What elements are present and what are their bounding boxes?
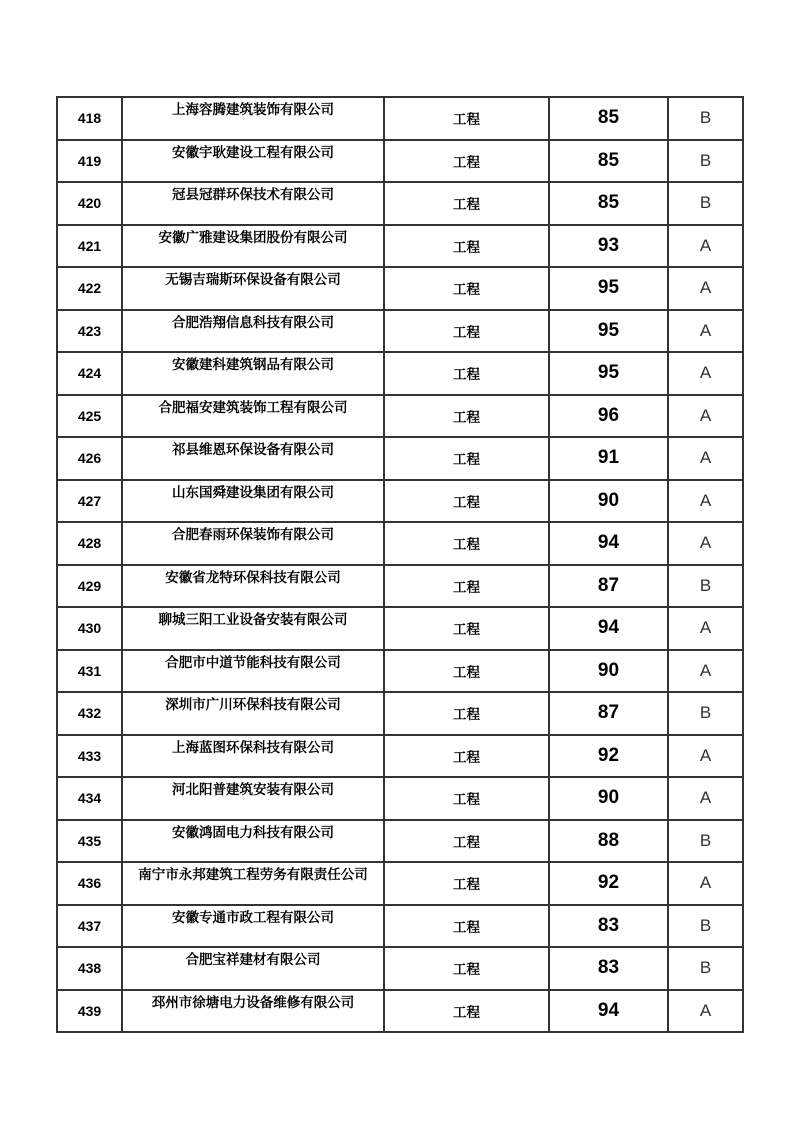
table-row: [57, 692, 743, 735]
grade-cell: B: [668, 947, 743, 990]
company-name-cell: 合肥福安建筑装饰工程有限公司: [122, 395, 384, 438]
company-name-cell: 安徽广雅建设集团股份有限公司: [122, 225, 384, 268]
table-row: [57, 310, 743, 353]
category-cell: 工程: [384, 905, 549, 948]
table-row: [57, 905, 743, 948]
row-number-cell: 418: [57, 97, 122, 140]
row-number-cell: 431: [57, 650, 122, 693]
row-number-cell: 433: [57, 735, 122, 778]
table-row: [57, 777, 743, 820]
row-number-cell: 426: [57, 437, 122, 480]
company-name-cell: 深圳市广川环保科技有限公司: [122, 692, 384, 735]
company-rating-table: [56, 96, 744, 1033]
score-cell: 96: [549, 395, 668, 438]
category-cell: 工程: [384, 820, 549, 863]
category-cell: 工程: [384, 140, 549, 183]
category-cell: 工程: [384, 522, 549, 565]
score-cell: 83: [549, 905, 668, 948]
row-number-cell: 434: [57, 777, 122, 820]
category-cell: 工程: [384, 650, 549, 693]
row-number-cell: 438: [57, 947, 122, 990]
grade-cell: B: [668, 97, 743, 140]
row-number-cell: 427: [57, 480, 122, 523]
score-cell: 95: [549, 352, 668, 395]
company-name-cell: 合肥春雨环保装饰有限公司: [122, 522, 384, 565]
score-cell: 91: [549, 437, 668, 480]
company-name-cell: 安徽宇耿建设工程有限公司: [122, 140, 384, 183]
company-name-cell: 安徽省龙特环保科技有限公司: [122, 565, 384, 608]
category-cell: 工程: [384, 225, 549, 268]
score-cell: 94: [549, 522, 668, 565]
company-name-cell: 聊城三阳工业设备安装有限公司: [122, 607, 384, 650]
row-number-cell: 437: [57, 905, 122, 948]
row-number-cell: 432: [57, 692, 122, 735]
grade-cell: B: [668, 905, 743, 948]
category-cell: 工程: [384, 395, 549, 438]
grade-cell: A: [668, 522, 743, 565]
grade-cell: A: [668, 735, 743, 778]
table-row: [57, 437, 743, 480]
score-cell: 83: [549, 947, 668, 990]
row-number-cell: 420: [57, 182, 122, 225]
company-name-cell: 合肥市中道节能科技有限公司: [122, 650, 384, 693]
score-cell: 87: [549, 692, 668, 735]
company-name-cell: 上海蓝图环保科技有限公司: [122, 735, 384, 778]
score-cell: 90: [549, 480, 668, 523]
grade-cell: A: [668, 395, 743, 438]
grade-cell: A: [668, 437, 743, 480]
table-row: [57, 225, 743, 268]
table-row: [57, 862, 743, 905]
grade-cell: B: [668, 140, 743, 183]
table-row: [57, 182, 743, 225]
grade-cell: A: [668, 352, 743, 395]
category-cell: 工程: [384, 565, 549, 608]
table-row: [57, 395, 743, 438]
category-cell: 工程: [384, 182, 549, 225]
table-row: [57, 97, 743, 140]
company-name-cell: 安徽专通市政工程有限公司: [122, 905, 384, 948]
category-cell: 工程: [384, 735, 549, 778]
score-cell: 85: [549, 182, 668, 225]
row-number-cell: 439: [57, 990, 122, 1033]
category-cell: 工程: [384, 862, 549, 905]
table-row: [57, 947, 743, 990]
row-number-cell: 435: [57, 820, 122, 863]
company-name-cell: 上海容腾建筑装饰有限公司: [122, 97, 384, 140]
score-cell: 87: [549, 565, 668, 608]
row-number-cell: 422: [57, 267, 122, 310]
company-name-cell: 冠县冠群环保技术有限公司: [122, 182, 384, 225]
grade-cell: A: [668, 777, 743, 820]
company-name-cell: 安徽建科建筑钢品有限公司: [122, 352, 384, 395]
row-number-cell: 436: [57, 862, 122, 905]
table-body: [57, 97, 743, 1032]
table-row: [57, 480, 743, 523]
grade-cell: A: [668, 480, 743, 523]
table-row: [57, 522, 743, 565]
category-cell: 工程: [384, 990, 549, 1033]
table-row: [57, 565, 743, 608]
score-cell: 85: [549, 97, 668, 140]
company-name-cell: 山东国舜建设集团有限公司: [122, 480, 384, 523]
table-row: [57, 267, 743, 310]
score-cell: 95: [549, 310, 668, 353]
row-number-cell: 428: [57, 522, 122, 565]
grade-cell: B: [668, 820, 743, 863]
company-name-cell: 无锡吉瑞斯环保设备有限公司: [122, 267, 384, 310]
grade-cell: A: [668, 225, 743, 268]
table-row: [57, 607, 743, 650]
grade-cell: A: [668, 862, 743, 905]
score-cell: 94: [549, 607, 668, 650]
table-row: [57, 352, 743, 395]
grade-cell: B: [668, 565, 743, 608]
score-cell: 85: [549, 140, 668, 183]
company-name-cell: 南宁市永邦建筑工程劳务有限责任公司: [122, 862, 384, 905]
company-name-cell: 合肥浩翔信息科技有限公司: [122, 310, 384, 353]
table-row: [57, 820, 743, 863]
table-row: [57, 140, 743, 183]
category-cell: 工程: [384, 97, 549, 140]
category-cell: 工程: [384, 692, 549, 735]
score-cell: 88: [549, 820, 668, 863]
row-number-cell: 421: [57, 225, 122, 268]
row-number-cell: 424: [57, 352, 122, 395]
score-cell: 94: [549, 990, 668, 1033]
table-row: [57, 650, 743, 693]
category-cell: 工程: [384, 607, 549, 650]
grade-cell: A: [668, 310, 743, 353]
category-cell: 工程: [384, 437, 549, 480]
row-number-cell: 429: [57, 565, 122, 608]
row-number-cell: 419: [57, 140, 122, 183]
category-cell: 工程: [384, 310, 549, 353]
score-cell: 90: [549, 777, 668, 820]
grade-cell: B: [668, 182, 743, 225]
category-cell: 工程: [384, 267, 549, 310]
score-cell: 92: [549, 735, 668, 778]
category-cell: 工程: [384, 777, 549, 820]
score-cell: 95: [549, 267, 668, 310]
table-row: [57, 990, 743, 1033]
grade-cell: A: [668, 990, 743, 1033]
grade-cell: A: [668, 607, 743, 650]
company-name-cell: 合肥宝祥建材有限公司: [122, 947, 384, 990]
company-name-cell: 安徽鸿固电力科技有限公司: [122, 820, 384, 863]
grade-cell: A: [668, 650, 743, 693]
score-cell: 90: [549, 650, 668, 693]
company-name-cell: 祁县维恩环保设备有限公司: [122, 437, 384, 480]
company-name-cell: 河北阳普建筑安装有限公司: [122, 777, 384, 820]
company-name-cell: 邳州市徐塘电力设备维修有限公司: [122, 990, 384, 1033]
category-cell: 工程: [384, 352, 549, 395]
score-cell: 92: [549, 862, 668, 905]
score-cell: 93: [549, 225, 668, 268]
row-number-cell: 423: [57, 310, 122, 353]
grade-cell: B: [668, 692, 743, 735]
category-cell: 工程: [384, 947, 549, 990]
table-row: [57, 735, 743, 778]
row-number-cell: 430: [57, 607, 122, 650]
category-cell: 工程: [384, 480, 549, 523]
grade-cell: A: [668, 267, 743, 310]
row-number-cell: 425: [57, 395, 122, 438]
